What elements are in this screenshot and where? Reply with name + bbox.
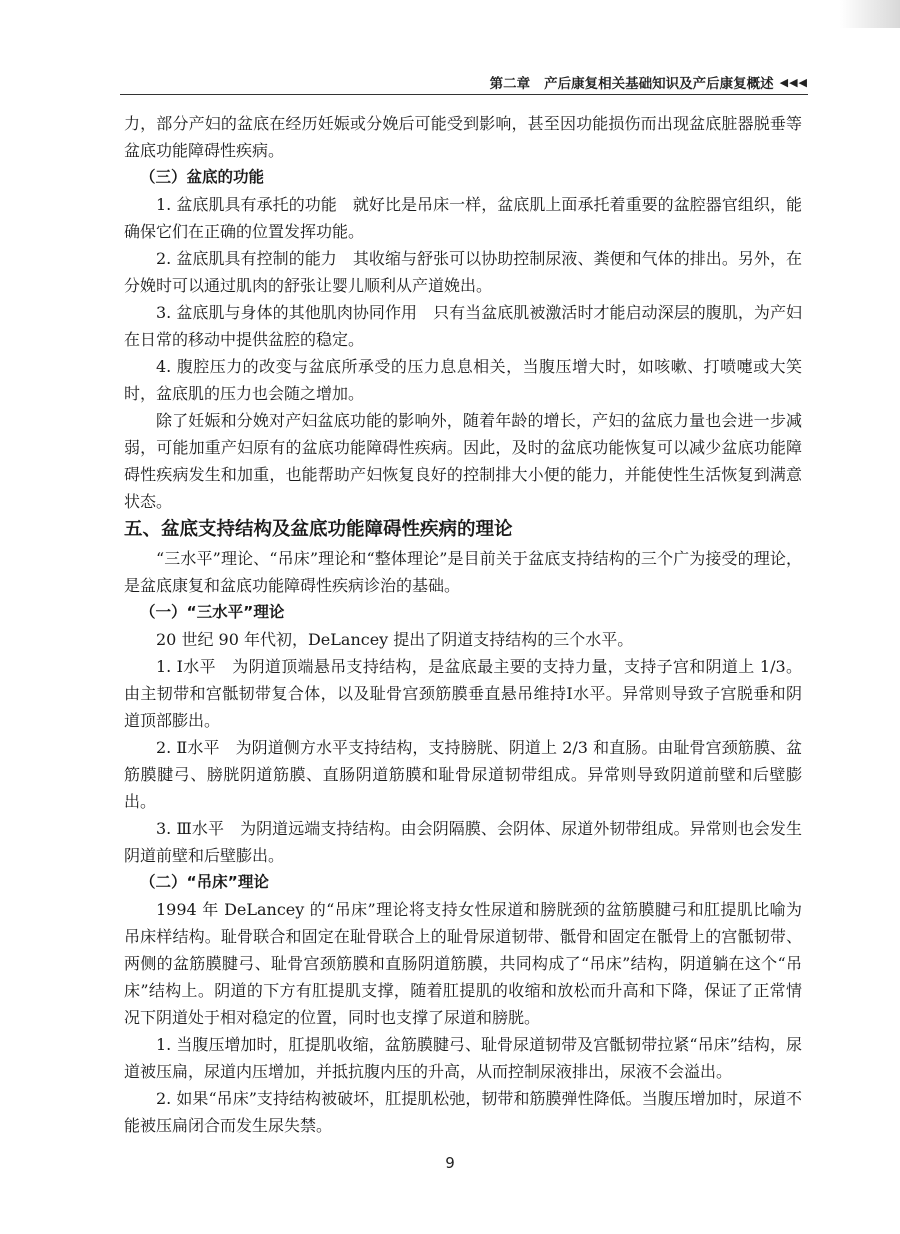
header-chapter: 第二章 (489, 76, 531, 92)
paragraph: 2. 如果“吊床”支持结构被破坏，肛提肌松弛，韧带和筋膜弹性降低。当腹压增加时，尿道不能被压扁闭合而发生尿失禁。 (124, 1089, 802, 1135)
page-number: 9 (445, 1154, 455, 1172)
paragraph: 3. 盆底肌与身体的其他肌肉协同作用 只有当盆底肌被激活时才能启动深层的腹肌，为产妇在日常的移动中提供盆腔的稳定。 (124, 303, 802, 349)
body-text (124, 110, 802, 1139)
paragraph: 2. 盆底肌具有控制的能力 其收缩与舒张可以协助控制尿液、粪便和气体的排出。另外，在分娩时可以通过肌肉的舒张让婴儿顺利从产道娩出。 (124, 249, 802, 295)
paragraph: 20 世纪 90 年代初，DeLancey 提出了阴道支持结构的三个水平。 (156, 630, 634, 649)
paragraph: 3. Ⅲ水平 为阴道远端支持结构。由会阴隔膜、会阴体、尿道外韧带组成。异常则也会发生阴道前壁和后壁膨出。 (124, 819, 802, 865)
paragraph: “三水平”理论、“吊床”理论和“整体理论”是目前关于盆底支持结构的三个广为接受的理论，是盆底康复和盆底功能障碍性疾病诊治的基础。 (124, 549, 802, 595)
paragraph: 1. 盆底肌具有承托的功能 就好比是吊床一样，盆底肌上面承托着重要的盆腔器官组织，能确保它们在正确的位置发挥功能。 (124, 195, 802, 241)
paragraph: 1994 年 DeLancey 的“吊床”理论将支持女性尿道和膀胱颈的盆筋膜腱弓和肛提肌比喻为吊床样结构。耻骨联合和固定在耻骨联合上的耻骨尿道韧带、骶骨和固定在骶骨上的宫骶韧带、两侧的盆筋膜腱弓、耻骨宫颈筋膜和直肠阴道筋膜，共同构成了“吊床”结构，阴道躺在这个“吊床”结构上。阴道的下方有肛提肌支撑，随着肛提肌的收缩和放松而升高和下降，保证了正常情况下阴道处于相对稳定的位置，同时也支撑了尿道和膀胱。 (124, 900, 802, 1027)
subheading-three-level-theory: （一）“三水平”理论 (140, 603, 285, 621)
paragraph: 2. Ⅱ水平 为阴道侧方水平支持结构，支持膀胱、阴道上 2/3 和直肠。由耻骨宫颈筋膜、盆筋膜腱弓、膀胱阴道筋膜、直肠阴道筋膜和耻骨尿道韧带组成。异常则导致阴道前壁和后壁膨出。 (124, 738, 802, 811)
subheading-pelvic-floor-function: （三）盆底的功能 (140, 168, 265, 186)
paragraph: 1. Ⅰ水平 为阴道顶端悬吊支持结构，是盆底最主要的支持力量，支持子宫和阴道上 1/3。由主韧带和宫骶韧带复合体，以及耻骨宫颈筋膜垂直悬吊维持Ⅰ水平。异常则导致子宫脱垂和阴道顶部膨出。 (124, 657, 802, 730)
paragraph: 1. 当腹压增加时，肛提肌收缩，盆筋膜腱弓、耻骨尿道韧带及宫骶韧带拉紧“吊床”结构，尿道被压扁，尿道内压增加，并抵抗腹内压的升高，从而控制尿液排出，尿液不会溢出。 (124, 1035, 802, 1081)
header-arrow-icon: ◀◀◀ (779, 75, 808, 89)
subheading-hammock-theory: （二）“吊床”理论 (140, 873, 269, 891)
section-heading-five: 五、盆底支持结构及盆底功能障碍性疾病的理论 (124, 519, 513, 540)
page-corner-shadow (840, 0, 900, 28)
paragraph: 力，部分产妇的盆底在经历妊娠或分娩后可能受到影响，甚至因功能损伤而出现盆底脏器脱垂等盆底功能障碍性疾病。 (124, 114, 802, 160)
paragraph: 除了妊娠和分娩对产妇盆底功能的影响外，随着年龄的增长，产妇的盆底力量也会进一步减弱，可能加重产妇原有的盆底功能障碍性疾病。因此，及时的盆底功能恢复可以减少盆底功能障碍性疾病发生和加重，也能帮助产妇恢复良好的控制排大小便的能力，并能使性生活恢复到满意状态。 (124, 411, 802, 511)
paragraph: 4. 腹腔压力的改变与盆底所承受的压力息息相关，当腹压增大时，如咳嗽、打喷嚏或大笑时，盆底肌的压力也会随之增加。 (124, 357, 802, 403)
header-title: 产后康复相关基础知识及产后康复概述 (544, 76, 774, 92)
running-header (120, 70, 808, 95)
